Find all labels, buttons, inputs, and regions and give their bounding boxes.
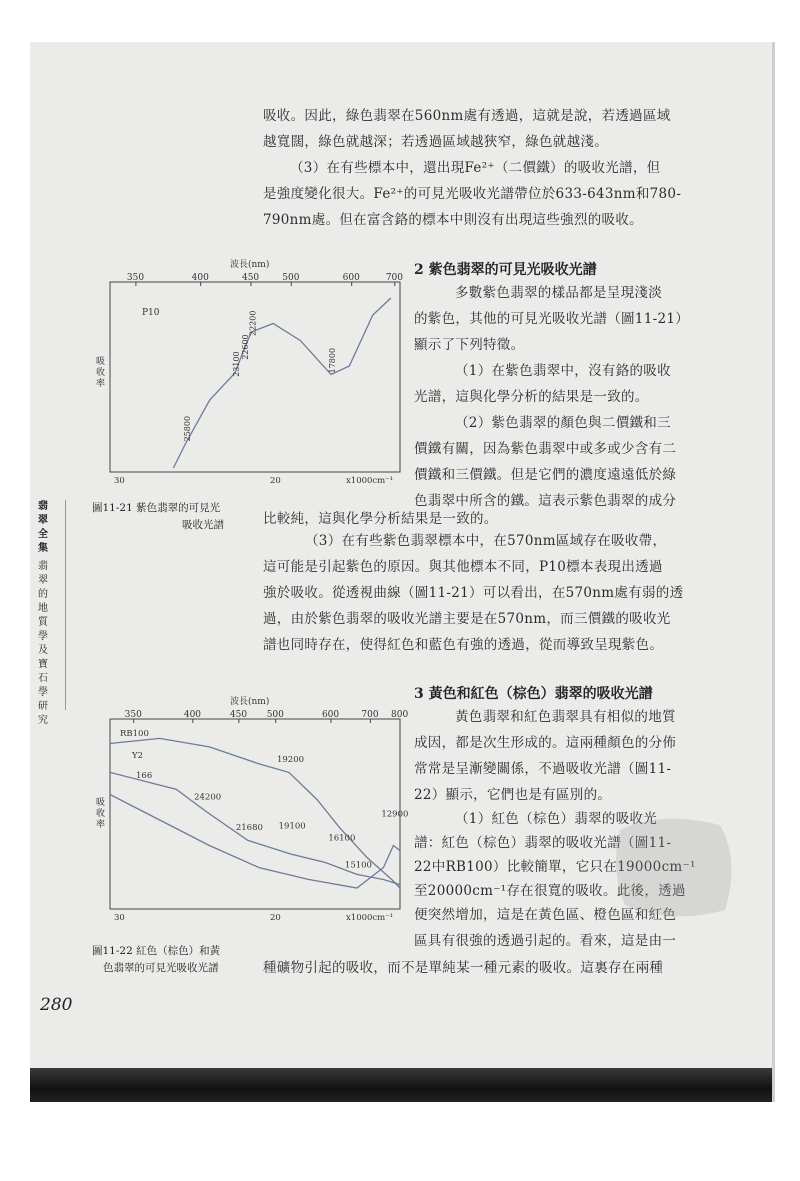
top-tick-label: 700	[385, 273, 404, 283]
sidebar-divider	[65, 500, 66, 710]
page-number: 280	[40, 995, 73, 1015]
figure-caption: 吸收光譜	[182, 519, 224, 531]
top-tick-label: 600	[321, 710, 340, 720]
peak-label: 19200	[276, 755, 305, 766]
series-title: 翡翠全集	[38, 501, 48, 554]
peak-label: 24200	[194, 792, 222, 803]
bottom-tick-label: 20	[270, 913, 281, 923]
peak-label: 17800	[328, 347, 338, 374]
top-tick-label: 800	[391, 710, 409, 720]
paragraph-line: （3）在有些紫色翡翠標本中，在570nm區域存在吸收帶，	[305, 533, 667, 549]
bottom-tick-label: x1000cm⁻¹	[346, 913, 394, 923]
y-axis-label: 吸收率	[96, 357, 106, 389]
paragraph-line: 顯示了下列特徵。	[414, 337, 525, 353]
paragraph-line: 越寬闊，綠色就越深；若透過區域越狹窄，綠色就越淺。	[263, 134, 608, 150]
paragraph-line: （3）在有些標本中，還出現Fe²⁺（二價鐵）的吸收光譜，但	[290, 160, 661, 176]
series-line-p10	[173, 298, 391, 468]
paragraph-line: 區具有很強的透過引起的。看來，這是由一	[414, 933, 677, 949]
paragraph-line: 多數紫色翡翠的樣品都是呈現淺淡	[455, 285, 662, 301]
peak-label: 15100	[344, 860, 372, 871]
paragraph-line: 這可能是引起紫色的原因。與其他標本不同，P10標本表現出透過	[263, 559, 663, 575]
section-heading: 2 紫色翡翠的可見光吸收光譜	[414, 262, 597, 278]
peak-label: 12900	[381, 809, 409, 820]
series-label: P10	[142, 308, 160, 318]
peak-label: 21680	[235, 823, 263, 834]
top-tick-label: 600	[342, 273, 360, 283]
series-label: RB100	[120, 729, 149, 739]
top-axis-label: 波長(nm)	[230, 697, 270, 707]
bottom-tick-label: 20	[270, 476, 281, 486]
paragraph-line: 比較純，這與化學分析結果是一致的。	[263, 511, 498, 527]
book-title: 翡翠的地質學及寶石學研究	[38, 561, 48, 726]
peak-label: 25800	[183, 415, 193, 442]
paragraph-line: 22）顯示，它們也是有區別的。	[414, 787, 612, 803]
library-seal	[600, 800, 750, 930]
paragraph-line: 過，由於紫色翡翠的吸收光譜主要是在570nm，而三價鐵的吸收光	[263, 611, 671, 627]
peak-label: 22600	[241, 334, 251, 360]
top-tick-label: 700	[361, 710, 379, 720]
paragraph-line: 價鐵和三價鐵。但是它們的濃度遠遠低於綠	[414, 467, 677, 483]
peak-label: 19100	[278, 821, 306, 832]
paragraph-line: 色翡翠中所含的鐵。這表示紫色翡翠的成分	[414, 493, 677, 509]
bottom-tick-label: x1000cm⁻¹	[346, 476, 394, 486]
paragraph-line: 光譜，這與化學分析的結果是一致的。	[414, 389, 649, 405]
figure-caption: 色翡翠的可見光吸收光譜	[103, 962, 219, 974]
bottom-tick-label: 30	[114, 476, 125, 486]
top-tick-label: 350	[126, 273, 145, 283]
paragraph-line: 常常是呈漸變關係，不過吸收光譜（圖11-	[414, 761, 672, 777]
paragraph-line: 成因，都是次生形成的。這兩種顏色的分佈	[414, 735, 677, 751]
chart-fig-11-22	[110, 692, 409, 923]
top-axis-label: 波長(nm)	[230, 260, 270, 270]
series-label: Y2	[132, 751, 144, 761]
paragraph-line: 吸收。因此，綠色翡翠在560nm處有透過，這就是說，若透過區域	[263, 108, 671, 124]
top-tick-label: 500	[282, 273, 300, 283]
paragraph-line: 價鐵有關，因為紫色翡翠中或多或少含有二	[414, 441, 677, 457]
paragraph-line: 種礦物引起的吸收，而不是單純某一種元素的吸收。這裏存在兩種	[263, 960, 664, 976]
paragraph-line: 黃色翡翠和紅色翡翠具有相似的地質	[455, 709, 676, 725]
paragraph-line: 便突然增加，這是在黃色區、橙色區和紅色	[414, 907, 677, 923]
paragraph-line: 790nm處。但在富含鉻的標本中則沒有出現這些強烈的吸收。	[263, 212, 643, 228]
figure-caption: 圖11-21 紫色翡翠的可見光	[92, 502, 221, 514]
paragraph-line: （1）紅色（棕色）翡翠的吸收光	[455, 811, 658, 827]
top-tick-label: 350	[124, 710, 142, 720]
paragraph-line: （1）在紫色翡翠中，沒有鉻的吸收	[455, 363, 671, 379]
paragraph-line: 譜：紅色（棕色）翡翠的吸收光譜（圖11-	[414, 835, 672, 851]
paragraph-line: 譜也同時存在，使得紅色和藍色有強的透過，從而導致呈現紫色。	[263, 637, 664, 653]
top-tick-label: 500	[266, 710, 284, 720]
peak-label: 22200	[248, 310, 258, 336]
paragraph-line: 至20000cm⁻¹存在很寬的吸收。此後，透過	[414, 883, 686, 899]
series-label: 166	[136, 771, 153, 781]
bottom-tick-label: 30	[114, 913, 125, 923]
top-tick-label: 450	[241, 273, 260, 283]
peak-label: 23100	[232, 351, 242, 377]
paragraph-line: 強於吸收。從透視曲線（圖11-21）可以看出，在570nm處有弱的透	[263, 585, 684, 601]
peak-label: 16100	[328, 833, 356, 844]
chart-fig-11-21	[110, 255, 405, 490]
paragraph-line: 是強度變化很大。Fe²⁺的可見光吸收光譜帶位於633-643nm和780-	[263, 186, 682, 202]
top-tick-label: 400	[183, 710, 202, 720]
paragraph-line: 的紫色，其他的可見光吸收光譜（圖11-21）	[414, 311, 690, 327]
top-tick-label: 400	[191, 273, 209, 283]
figure-caption: 圖11-22 紅色（棕色）和黃	[92, 945, 221, 957]
paragraph-line: （2）紫色翡翠的顏色與二價鐵和三	[455, 415, 671, 431]
top-tick-label: 450	[229, 710, 248, 720]
y-axis-label: 吸收率	[96, 798, 106, 830]
paragraph-line: 22中RB100）比較簡單，它只在19000cm⁻¹	[414, 859, 696, 875]
scan-bottom-band	[30, 1068, 772, 1102]
section-heading: 3 黃色和紅色（棕色）翡翠的吸收光譜	[414, 686, 653, 702]
